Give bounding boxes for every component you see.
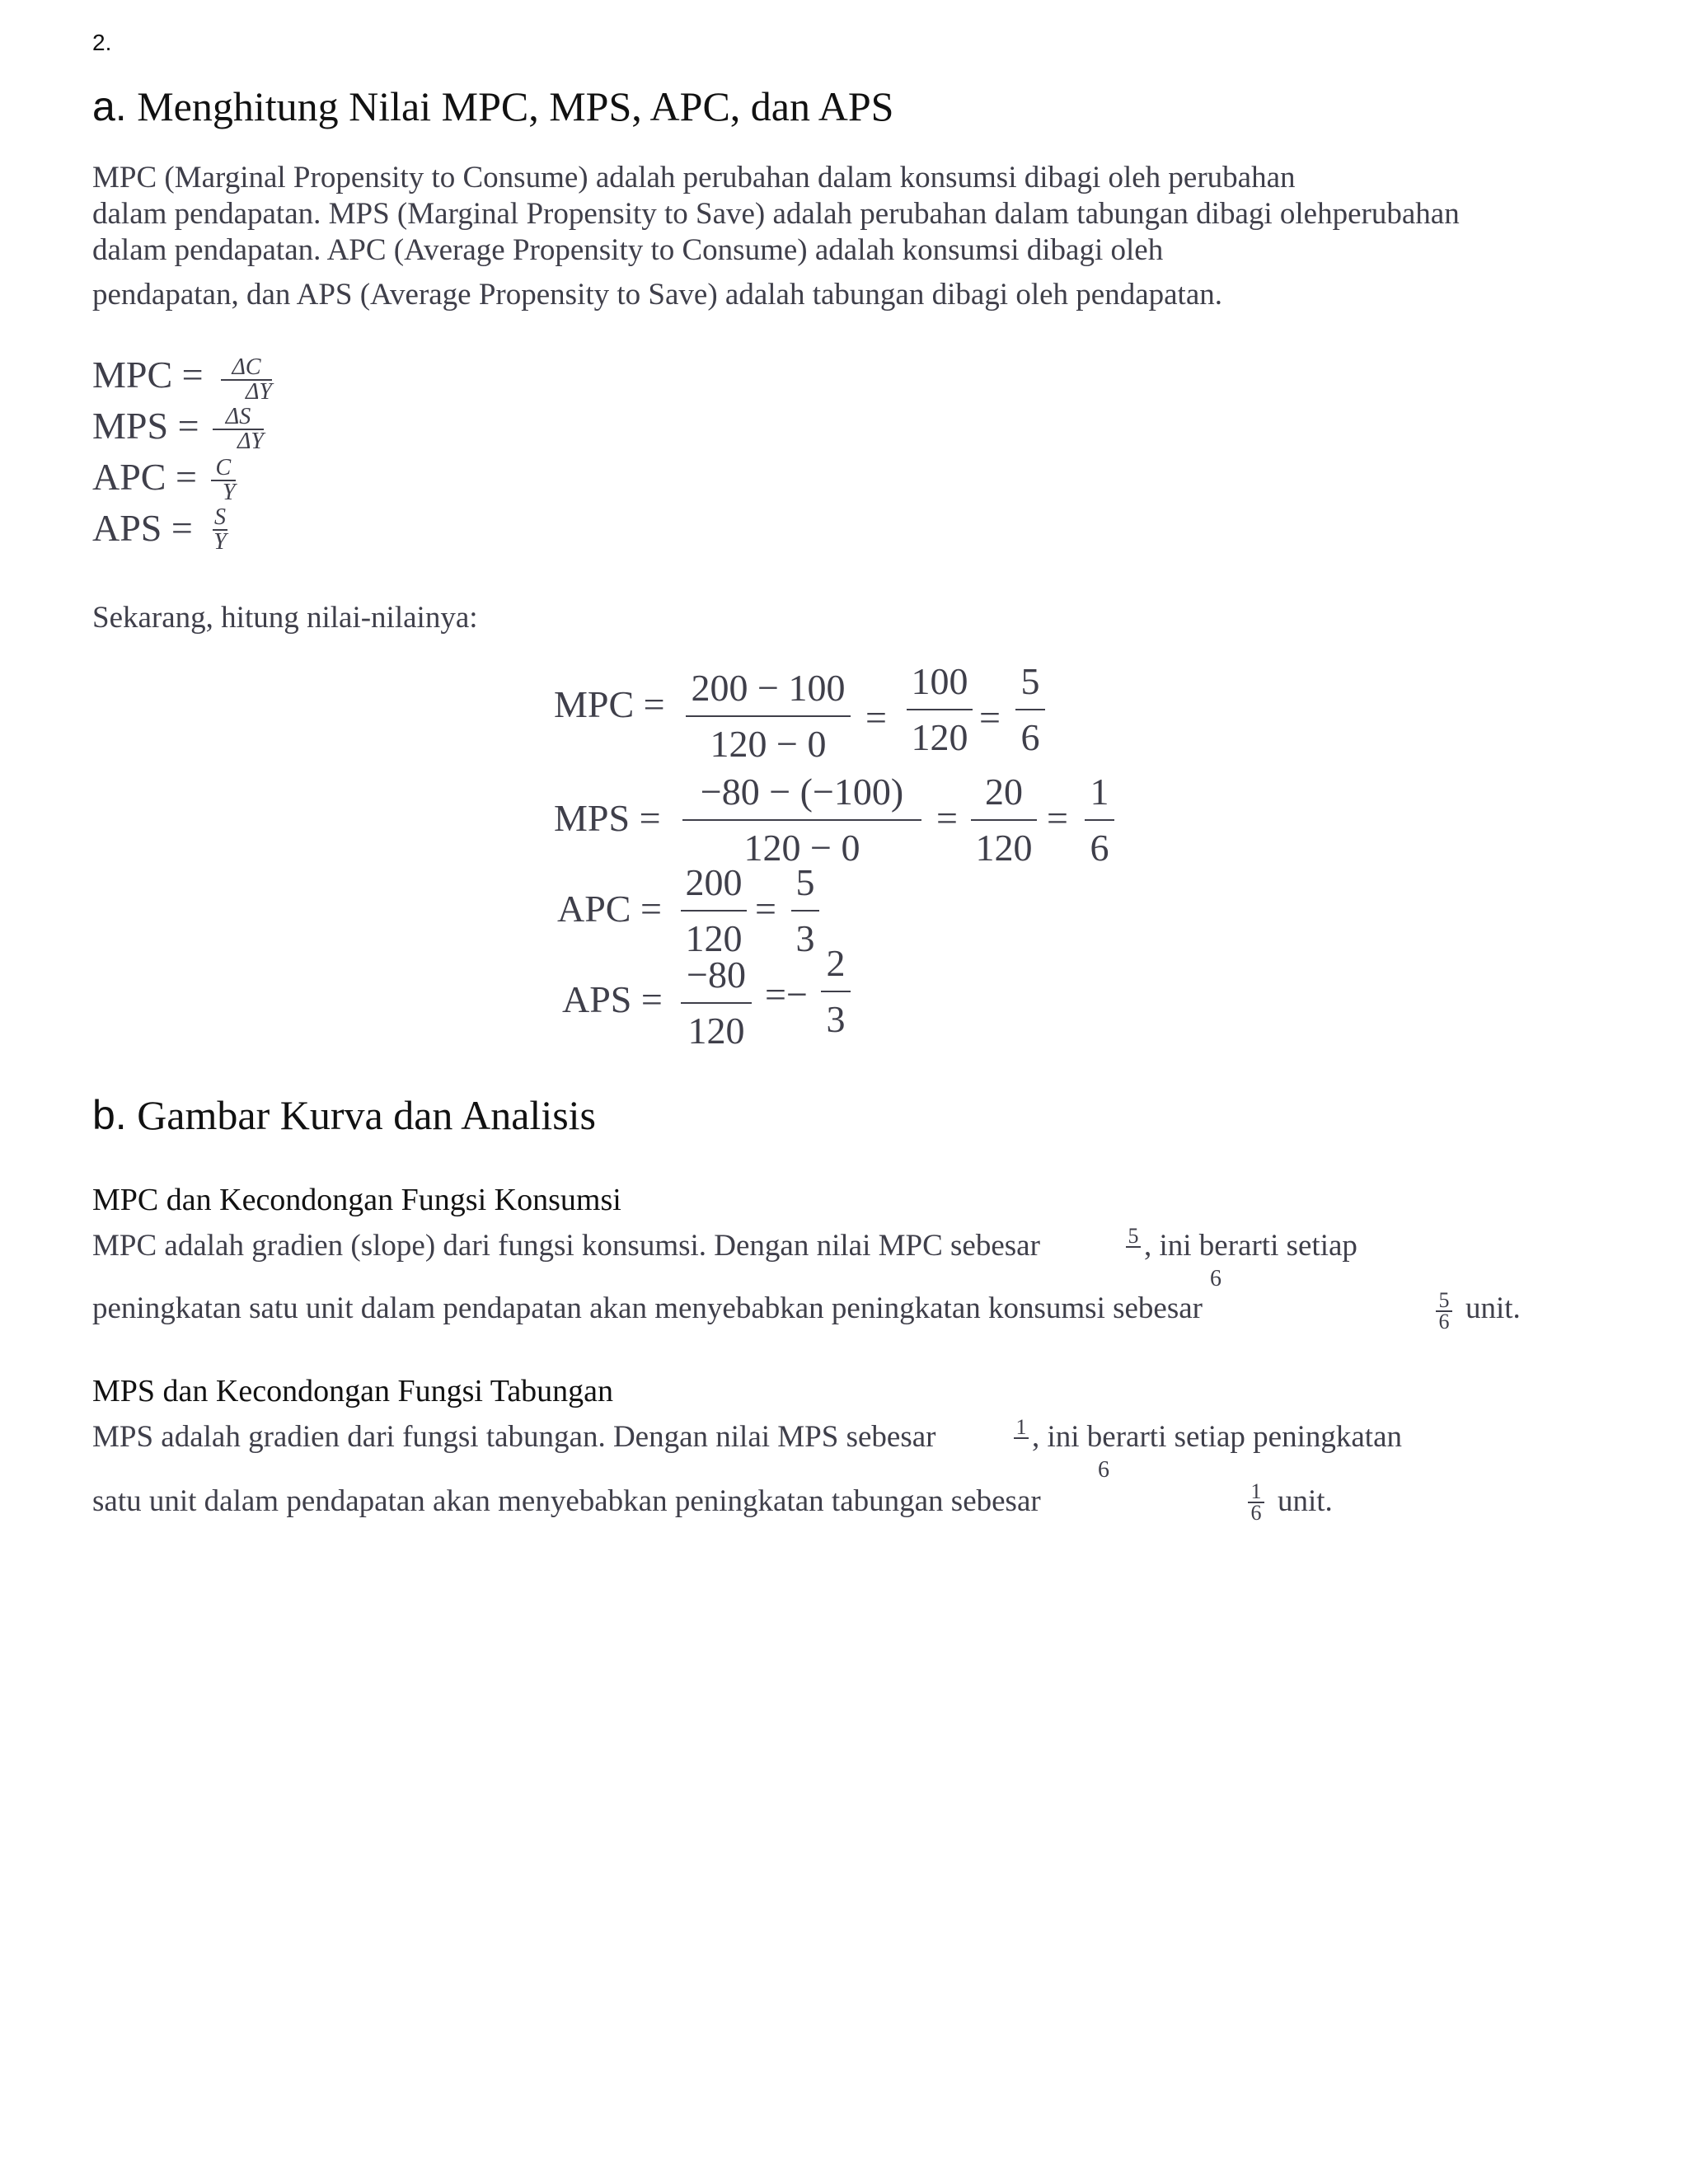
section-a-heading	[92, 82, 893, 130]
definition-line-2: dalam pendapatan. MPS (Marginal Propensity to Save) adalah perubahan dalam tabungan dibagi olehperubahan	[92, 197, 1460, 231]
formula-mpc-fraction: ΔC ΔY	[221, 356, 272, 404]
formula-mps-fraction: ΔS ΔY	[213, 405, 264, 453]
mpc-line-1b: , ini berarti setiap	[1144, 1229, 1357, 1263]
calc-apc-label: APC =	[557, 888, 662, 930]
calc-mps-label: MPS =	[554, 797, 661, 839]
calc-mps-frac1: −80 − (−100) 120 − 0	[682, 770, 921, 870]
calc-mpc-eq2: =	[979, 696, 1001, 738]
mps-line-1b: , ini berarti setiap peningkatan	[1032, 1420, 1402, 1454]
mpc-result-fraction: 5 6	[1436, 1291, 1452, 1332]
section-b-title: Gambar Kurva dan Analisis	[137, 1092, 597, 1138]
mps-result-fraction: 1 6	[1248, 1482, 1264, 1523]
formula-apc: APC =	[92, 456, 197, 498]
calc-aps-eq: =−	[765, 973, 808, 1015]
calc-mps-eq2: =	[1047, 797, 1068, 839]
mps-line-1a: MPS adalah gradien dari fungsi tabungan. Dengan nilai MPS sebesar	[92, 1420, 936, 1454]
definition-line-4: pendapatan, dan APS (Average Propensity to Save) adalah tabungan dibagi oleh pendapatan.	[92, 278, 1222, 312]
formula-aps-fraction: S Y	[213, 504, 227, 555]
mpc-line-1a: MPC adalah gradien (slope) dari fungsi konsumsi. Dengan nilai MPC sebesar	[92, 1229, 1040, 1263]
calc-apc-frac1: 200 120	[681, 860, 747, 961]
formula-mpc: MPC =	[92, 354, 204, 396]
mpc-inline-denominator: 6	[1210, 1266, 1221, 1291]
calc-aps-label: APS =	[562, 978, 663, 1020]
section-a-title: Menghitung Nilai MPC, MPS, APC, dan APS	[137, 83, 894, 129]
mps-line-2: satu unit dalam pendapatan akan menyebabkan peningkatan tabungan sebesar	[92, 1484, 1041, 1518]
calc-mpc-frac1: 200 − 100 120 − 0	[686, 666, 851, 766]
compute-intro: Sekarang, hitung nilai-nilainya:	[92, 601, 478, 635]
calc-mps-frac3: 1 6	[1085, 770, 1114, 870]
calc-mpc-frac2: 100 120	[907, 659, 973, 760]
page-number: 2.	[92, 30, 112, 55]
calc-mpc-eq1: =	[865, 696, 887, 738]
section-a-letter: a.	[92, 83, 127, 129]
formula-aps: APS =	[92, 507, 193, 549]
section-b-heading	[92, 1091, 596, 1139]
definition-line-3: dalam pendapatan. APC (Average Propensity to Consume) adalah konsumsi dibagi oleh	[92, 233, 1164, 267]
formula-apc-fraction: C Y	[211, 457, 236, 504]
mpc-subheading: MPC dan Kecondongan Fungsi Konsumsi	[92, 1183, 621, 1217]
calc-mps-frac2: 20 120	[971, 770, 1037, 870]
calc-aps-frac1: −80 120	[681, 953, 752, 1053]
mps-inline-denominator: 6	[1098, 1457, 1109, 1483]
calc-mps-eq1: =	[936, 797, 958, 839]
calc-aps-frac2: 2 3	[821, 941, 851, 1042]
mpc-line-2: peningkatan satu unit dalam pendapatan akan menyebabkan peningkatan konsumsi sebesar	[92, 1291, 1203, 1325]
calc-mpc-frac3: 5 6	[1015, 659, 1045, 760]
mps-subheading: MPS dan Kecondongan Fungsi Tabungan	[92, 1374, 614, 1408]
mps-unit: unit.	[1278, 1484, 1333, 1518]
calc-apc-frac2: 5 3	[791, 860, 819, 961]
section-b-letter: b.	[92, 1092, 127, 1138]
mpc-inline-fraction: 5	[1126, 1226, 1141, 1248]
mpc-unit: unit.	[1465, 1291, 1521, 1325]
formula-mps: MPS =	[92, 405, 199, 447]
definition-line-1: MPC (Marginal Propensity to Consume) adalah perubahan dalam konsumsi dibagi oleh perubahan	[92, 161, 1296, 194]
mps-inline-fraction: 1	[1014, 1418, 1029, 1439]
calc-apc-eq: =	[755, 888, 776, 930]
calc-mpc-label: MPC =	[554, 683, 665, 725]
